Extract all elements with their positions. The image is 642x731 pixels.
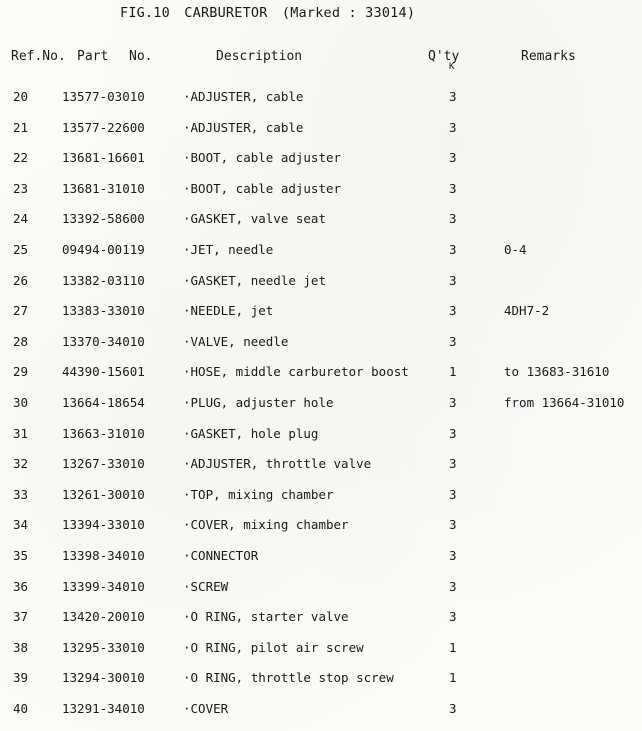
description: ·BOOT, cable adjuster [183, 150, 342, 166]
header-remarks: Remarks [521, 49, 576, 64]
remarks: 0-4 [504, 241, 527, 257]
description: ·VALVE, needle [183, 333, 289, 349]
table-row [0, 356, 642, 387]
part-number: 13664-18654 [62, 394, 145, 410]
header-description: Description [216, 49, 303, 64]
table-row [0, 448, 642, 479]
ref-number: 23 [13, 180, 29, 196]
table-row [0, 295, 642, 326]
quantity: 3 [449, 578, 457, 594]
table-row [0, 418, 642, 449]
description: ·GASKET, valve seat [183, 211, 326, 227]
part-number: 13294-30010 [62, 670, 145, 686]
quantity: 3 [449, 425, 457, 441]
ref-number: 33 [13, 486, 29, 502]
figure-marking: (Marked : 33014) [281, 5, 416, 21]
part-number: 13382-03110 [62, 272, 145, 288]
ref-number: 27 [13, 303, 29, 319]
description: ·JET, needle [183, 241, 274, 257]
part-number: 13420-20010 [62, 609, 145, 625]
ref-number: 36 [13, 578, 29, 594]
quantity: 3 [449, 700, 457, 716]
table-row [0, 265, 642, 296]
quantity: 1 [449, 670, 457, 686]
quantity: 3 [449, 150, 457, 166]
description: ·GASKET, needle jet [183, 272, 326, 288]
description: ·CONNECTOR [183, 547, 259, 563]
part-number: 44390-15601 [62, 364, 145, 380]
part-number: 13663-31010 [62, 425, 145, 441]
quantity: 3 [449, 486, 457, 502]
quantity: 1 [449, 639, 457, 655]
header-no: No. [129, 49, 153, 64]
header-ref-no: Ref.No. [11, 49, 66, 64]
quantity: 3 [449, 547, 457, 563]
description: ·O RING, starter valve [183, 609, 349, 625]
part-number: 13577-03010 [62, 89, 145, 104]
ref-number: 22 [13, 150, 29, 166]
remarks: from 13664-31010 [504, 394, 625, 410]
figure-label: FIG.10 [120, 5, 170, 21]
table-row [0, 540, 642, 571]
ref-number: 39 [13, 670, 29, 686]
quantity: 3 [449, 89, 457, 104]
ref-number: 25 [13, 241, 29, 257]
part-number: 13370-34010 [62, 333, 145, 349]
quantity: 3 [449, 456, 457, 472]
quantity: 3 [449, 241, 457, 257]
ref-number: 38 [13, 639, 29, 655]
table-row [0, 387, 642, 418]
ref-number: 21 [13, 119, 29, 135]
description: ·COVER [183, 700, 229, 716]
part-number: 13392-58600 [62, 211, 145, 227]
table-row [0, 112, 642, 143]
ref-number: 31 [13, 425, 29, 441]
description: ·SCREW [183, 578, 229, 594]
description: ·O RING, pilot air screw [183, 639, 364, 655]
description: ·ADJUSTER, throttle valve [183, 456, 372, 472]
parts-table [0, 81, 642, 723]
table-row [0, 509, 642, 540]
part-number: 13681-31010 [62, 180, 145, 196]
part-number: 09494-00119 [62, 241, 145, 257]
ref-number: 29 [13, 364, 29, 380]
ref-number: 30 [13, 394, 29, 410]
quantity: 3 [449, 119, 457, 135]
table-row [0, 693, 642, 724]
ref-number: 20 [13, 89, 29, 104]
figure-name: CARBURETOR [184, 5, 268, 21]
quantity: 3 [449, 333, 457, 349]
part-number: 13577-22600 [62, 119, 145, 135]
ref-number: 37 [13, 609, 29, 625]
ref-number: 40 [13, 700, 29, 716]
part-number: 13295-33010 [62, 639, 145, 655]
part-number: 13261-30010 [62, 486, 145, 502]
table-row [0, 234, 642, 265]
description: ·GASKET, hole plug [183, 425, 319, 441]
description: ·HOSE, middle carburetor boost [183, 364, 409, 380]
description: ·ADJUSTER, cable [183, 119, 304, 135]
ref-number: 35 [13, 547, 29, 563]
part-number: 13383-33010 [62, 303, 145, 319]
description: ·O RING, throttle stop screw [183, 670, 394, 686]
remarks: to 13683-31610 [504, 364, 610, 380]
part-number: 13394-33010 [62, 517, 145, 533]
table-row [0, 662, 642, 693]
quantity: 1 [449, 364, 457, 380]
quantity: 3 [449, 394, 457, 410]
table-row [0, 601, 642, 632]
part-number: 13398-34010 [62, 547, 145, 563]
part-number: 13399-34010 [62, 578, 145, 594]
quantity: 3 [449, 272, 457, 288]
ref-number: 32 [13, 456, 29, 472]
ref-number: 28 [13, 333, 29, 349]
description: ·TOP, mixing chamber [183, 486, 334, 502]
table-row [0, 81, 642, 112]
part-number: 13291-34010 [62, 700, 145, 716]
table-row [0, 326, 642, 357]
header-qty-mark: K [449, 62, 455, 72]
table-row [0, 173, 642, 204]
table-row [0, 203, 642, 234]
table-row [0, 142, 642, 173]
quantity: 3 [449, 180, 457, 196]
header-qty: Q'ty [428, 49, 460, 64]
description: ·BOOT, cable adjuster [183, 180, 342, 196]
part-number: 13267-33010 [62, 456, 145, 472]
ref-number: 34 [13, 517, 29, 533]
table-row [0, 632, 642, 663]
table-row [0, 571, 642, 602]
quantity: 3 [449, 211, 457, 227]
part-number: 13681-16601 [62, 150, 145, 166]
ref-number: 26 [13, 272, 29, 288]
description: ·NEEDLE, jet [183, 303, 274, 319]
ref-number: 24 [13, 211, 29, 227]
description: ·COVER, mixing chamber [183, 517, 349, 533]
description: ·ADJUSTER, cable [183, 89, 304, 104]
table-row [0, 479, 642, 510]
remarks: 4DH7-2 [504, 303, 550, 319]
quantity: 3 [449, 609, 457, 625]
quantity: 3 [449, 303, 457, 319]
quantity: 3 [449, 517, 457, 533]
figure-title [120, 5, 415, 21]
header-part: Part [77, 49, 109, 64]
description: ·PLUG, adjuster hole [183, 394, 334, 410]
